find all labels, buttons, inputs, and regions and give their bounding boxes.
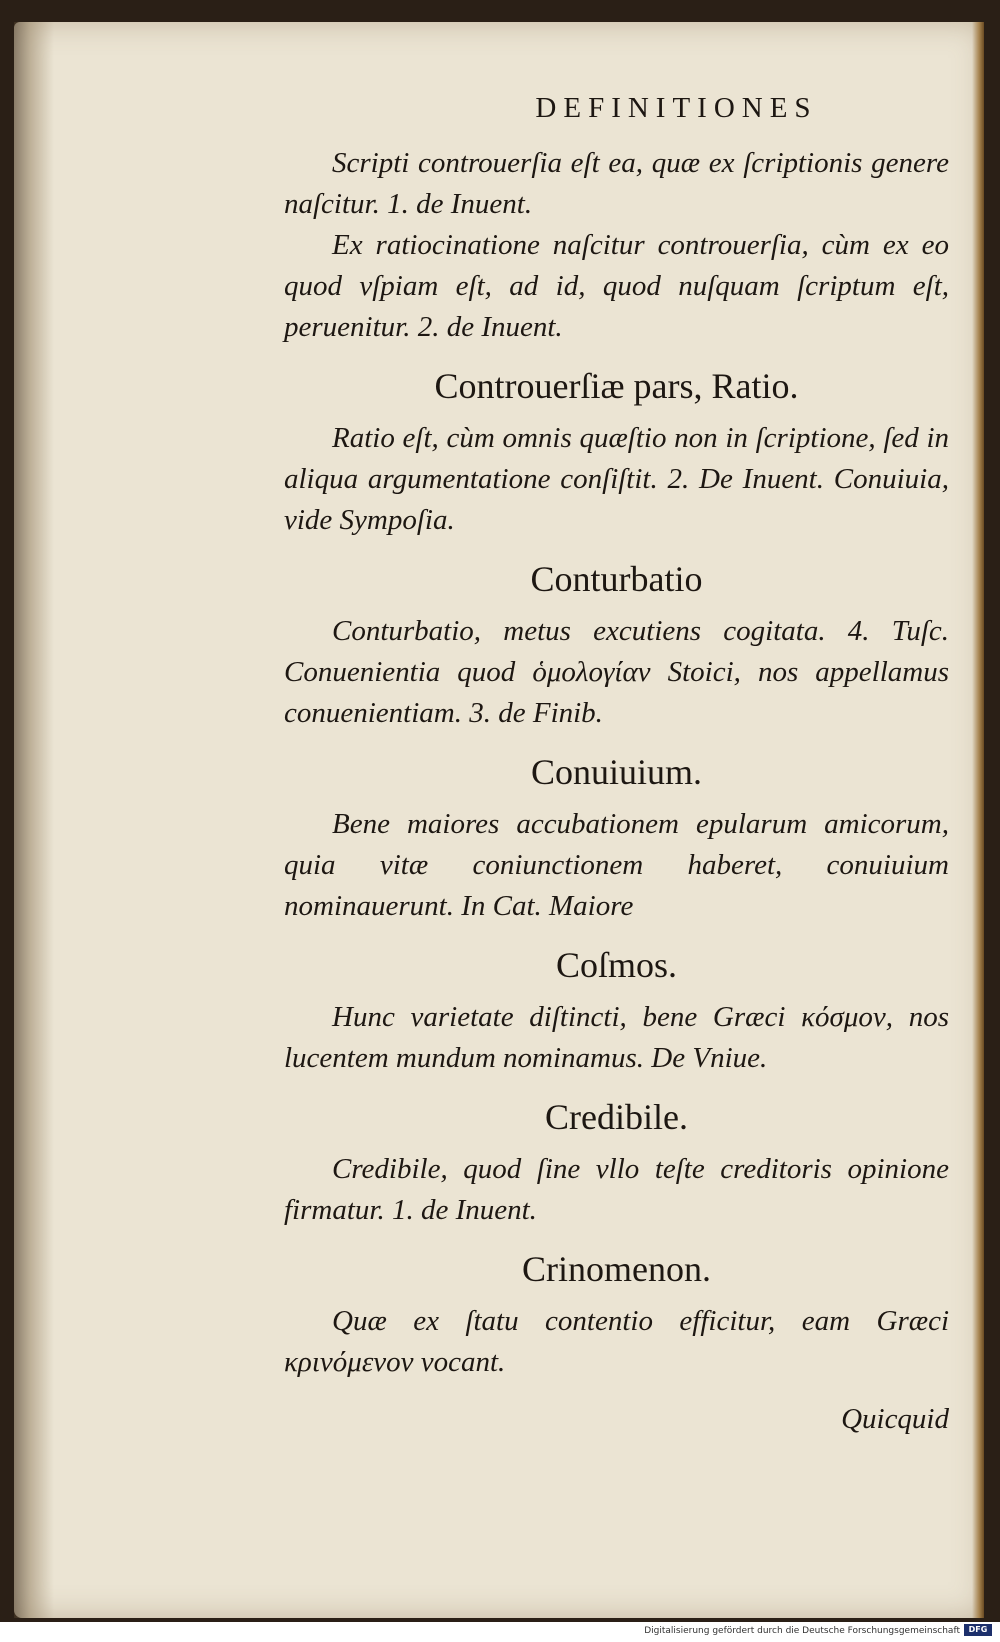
entry-heading: Crinomenon. — [522, 1249, 711, 1289]
entry-heading: Coſmos. — [555, 945, 678, 985]
entry-heading: Conuiuium. — [530, 752, 703, 792]
running-head: DEFINITIONES — [535, 92, 818, 124]
book-page — [14, 22, 984, 1618]
entry-paragraph: Quæ ex ſtatu contentio efficitur, eam Græci κρινόμενον vocant. — [284, 1305, 949, 1378]
entry-heading: Controuerſiæ pars, Ratio. — [434, 366, 799, 406]
entry-paragraph: Ex ratiocinatione naſcitur controuerſia, cùm ex eo quod vſpiam eſt, ad id, quod nuſquam ſcriptum eſt, peruenitur. 2. de Inuent. — [284, 229, 949, 343]
entry-paragraph: Ratio eſt, cùm omnis quæſtio non in ſcriptione, ſed in aliqua argumentatione conſiſtit. 2. De Inuent. Conuiuia, vide Sympoſia. — [284, 422, 949, 536]
entry-heading: Conturbatio — [530, 559, 703, 599]
catchword: Quicquid — [841, 1403, 949, 1435]
entry-paragraph: Credibile, quod ſine vllo teſte creditoris opinione firmatur. 1. de Inuent. — [284, 1153, 949, 1226]
text-block — [284, 92, 949, 1436]
page-gutter-shadow — [14, 22, 54, 1618]
digitization-credit: Digitalisierung gefördert durch die Deutsche Forschungsgemeinschaft — [644, 1626, 960, 1636]
entry-paragraph: Scripti controuerſia eſt ea, quæ ex ſcriptionis genere naſcitur. 1. de Inuent. — [284, 147, 949, 220]
entry-paragraph: Conturbatio, metus excutiens cogitata. 4. Tuſc. Conuenientia quod ὁμολογίαν Stoici, nos appellamus conuenientiam. 3. de Finib. — [284, 615, 949, 729]
entry-paragraph: Bene maiores accubationem epularum amicorum, quia vitæ coniunctionem haberet, conuiuium nominauerunt. In Cat. Maiore — [284, 808, 949, 922]
dfg-logo: DFG — [964, 1624, 992, 1636]
entry-heading: Credibile. — [545, 1097, 688, 1137]
entry-paragraph: Hunc varietate diſtincti, bene Græci κόσμον, nos lucentem mundum nominamus. De Vniue. — [284, 1001, 949, 1074]
page-edge — [972, 22, 984, 1618]
